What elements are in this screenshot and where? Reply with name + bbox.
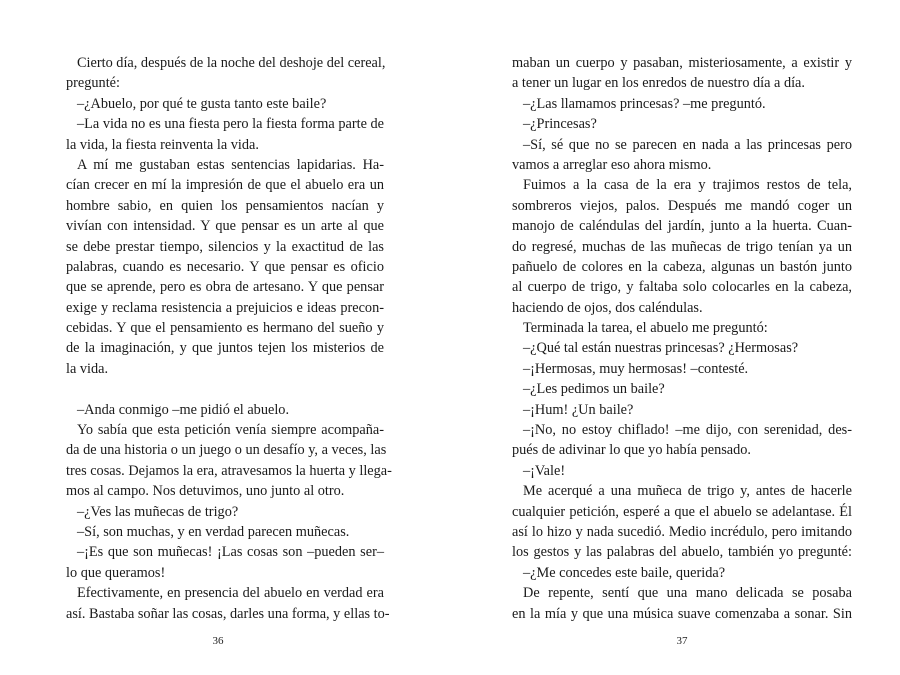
text-line: que se aprende, pero es obra de artesano. Y que pensar [66, 279, 384, 296]
text-line: vamos a arreglar eso ahora mismo. [512, 156, 712, 173]
text-line: lo que queramos! [66, 564, 166, 581]
text-line: –¿Abuelo, por qué te gusta tanto este baile? [77, 95, 327, 112]
text-line: –¡Hum! ¿Un baile? [523, 401, 634, 418]
text-line: –Anda conmigo –me pidió el abuelo. [77, 401, 290, 418]
text-line: Efectivamente, en presencia del abuelo en verdad era [77, 585, 384, 602]
text-line: tres cosas. Dejamos la era, atravesamos la huerta y llega- [66, 462, 392, 479]
left-page-number: 36 [212, 635, 224, 647]
right-page-text [512, 53, 852, 624]
text-line: A mí me gustaban estas sentencias lapidarias. Ha- [77, 156, 384, 173]
text-line: cualquier petición, esperé a que el abuelo se adelantase. Él [512, 503, 852, 520]
text-line: Me acerqué a una muñeca de trigo y, antes de hacerle [523, 483, 852, 500]
text-line: la vida. [66, 360, 109, 377]
text-line: –¡No, no estoy chiflado! –me dijo, con serenidad, des- [523, 422, 852, 439]
text-line: pañuelo de colores en la cabeza, algunas un bastón junto [512, 258, 852, 275]
text-line: –Sí, son muchas, y en verdad parecen muñecas. [77, 523, 350, 540]
text-line: –¡Vale! [523, 462, 566, 479]
text-line: de la imaginación, y que juntos tejen los misterios de [66, 340, 384, 357]
text-line: maban un cuerpo y pasaban, misteriosamente, a existir y [512, 55, 852, 71]
text-line: Cierto día, después de la noche del deshoje del cereal, [77, 55, 386, 71]
text-line: –¿Les pedimos un baile? [523, 381, 665, 398]
text-line: –La vida no es una fiesta pero la fiesta forma parte de [77, 116, 384, 133]
text-line: cían crecer en mí la impresión de que el abuelo era un [66, 177, 384, 194]
text-line: hombre sabio, en quien los pensamientos nacían y [66, 197, 384, 214]
text-line: pregunté: [66, 75, 120, 92]
text-line: –¡Hermosas, muy hermosas! –contesté. [523, 360, 749, 377]
text-line: –¡Es que son muñecas! ¡Las cosas son –pueden ser– [77, 544, 384, 561]
text-line: –¿Ves las muñecas de trigo? [77, 503, 239, 520]
text-line: exige y reclama resistencia a prejuicios e ideas precon- [66, 299, 384, 316]
text-line: a tener un lugar en los enredos de nuestro día a día. [512, 75, 805, 92]
text-line [66, 379, 384, 399]
text-line: así lo hizo y nada sucedió. Medio incrédulo, pero imitando [512, 523, 852, 540]
text-line: se debe prestar tiempo, silencios y la exactitud de las [66, 238, 384, 255]
text-line: da de una historia o un juego o un desafío y, a veces, las [66, 442, 387, 459]
text-line: –Sí, sé que no se parecen en nada a las princesas pero [523, 136, 852, 153]
text-line: –¿Me concedes este baile, querida? [523, 564, 726, 581]
text-line: palabras, cuando es necesario. Y que pensar es oficio [66, 258, 384, 275]
text-line: los gestos y las palabras del abuelo, también yo pregunté: [512, 544, 852, 561]
text-line: –¿Qué tal están nuestras princesas? ¿Hermosas? [523, 340, 799, 357]
text-line: De repente, sentí que una mano delicada se posaba [523, 585, 852, 602]
text-line: Terminada la tarea, el abuelo me preguntó: [523, 320, 768, 337]
text-line: vivían con intensidad. Y que pensar es un arte al que [66, 218, 384, 235]
text-line: –¿Princesas? [523, 116, 597, 133]
text-line: cebidas. Y que el pensamiento es hermano del sueño y [66, 320, 384, 337]
text-line: manojo de caléndulas del jardín, junto a la huerta. Cuan- [512, 218, 852, 235]
text-line: pués de adivinar lo que yo había pensado. [512, 442, 752, 459]
text-line: en la mía y que una música suave comenzaba a sonar. Sin [512, 605, 852, 622]
text-line: al cuerpo de trigo, y faltaba solo colocarles en la cabeza, [512, 279, 852, 296]
text-line: haciendo de ojos, dos caléndulas. [512, 299, 703, 316]
text-line: así. Bastaba soñar las cosas, darles una forma, y ellas to- [66, 605, 390, 622]
text-line: Yo sabía que esta petición venía siempre acompaña- [77, 422, 384, 439]
text-line: la vida, la fiesta reinventa la vida. [66, 136, 259, 153]
left-page-text [66, 53, 392, 624]
text-line: Fuimos a la casa de la era y trajimos restos de tela, [523, 177, 852, 194]
text-line: sombreros viejos, palos. Después me mandó coger un [512, 197, 852, 214]
text-line: do regresé, muchas de las muñecas de trigo tenían ya un [512, 238, 852, 255]
right-page-number: 37 [676, 635, 688, 647]
text-line: mos al campo. Nos detuvimos, uno junto al otro. [66, 483, 345, 500]
text-line: –¿Las llamamos princesas? –me preguntó. [523, 95, 766, 112]
